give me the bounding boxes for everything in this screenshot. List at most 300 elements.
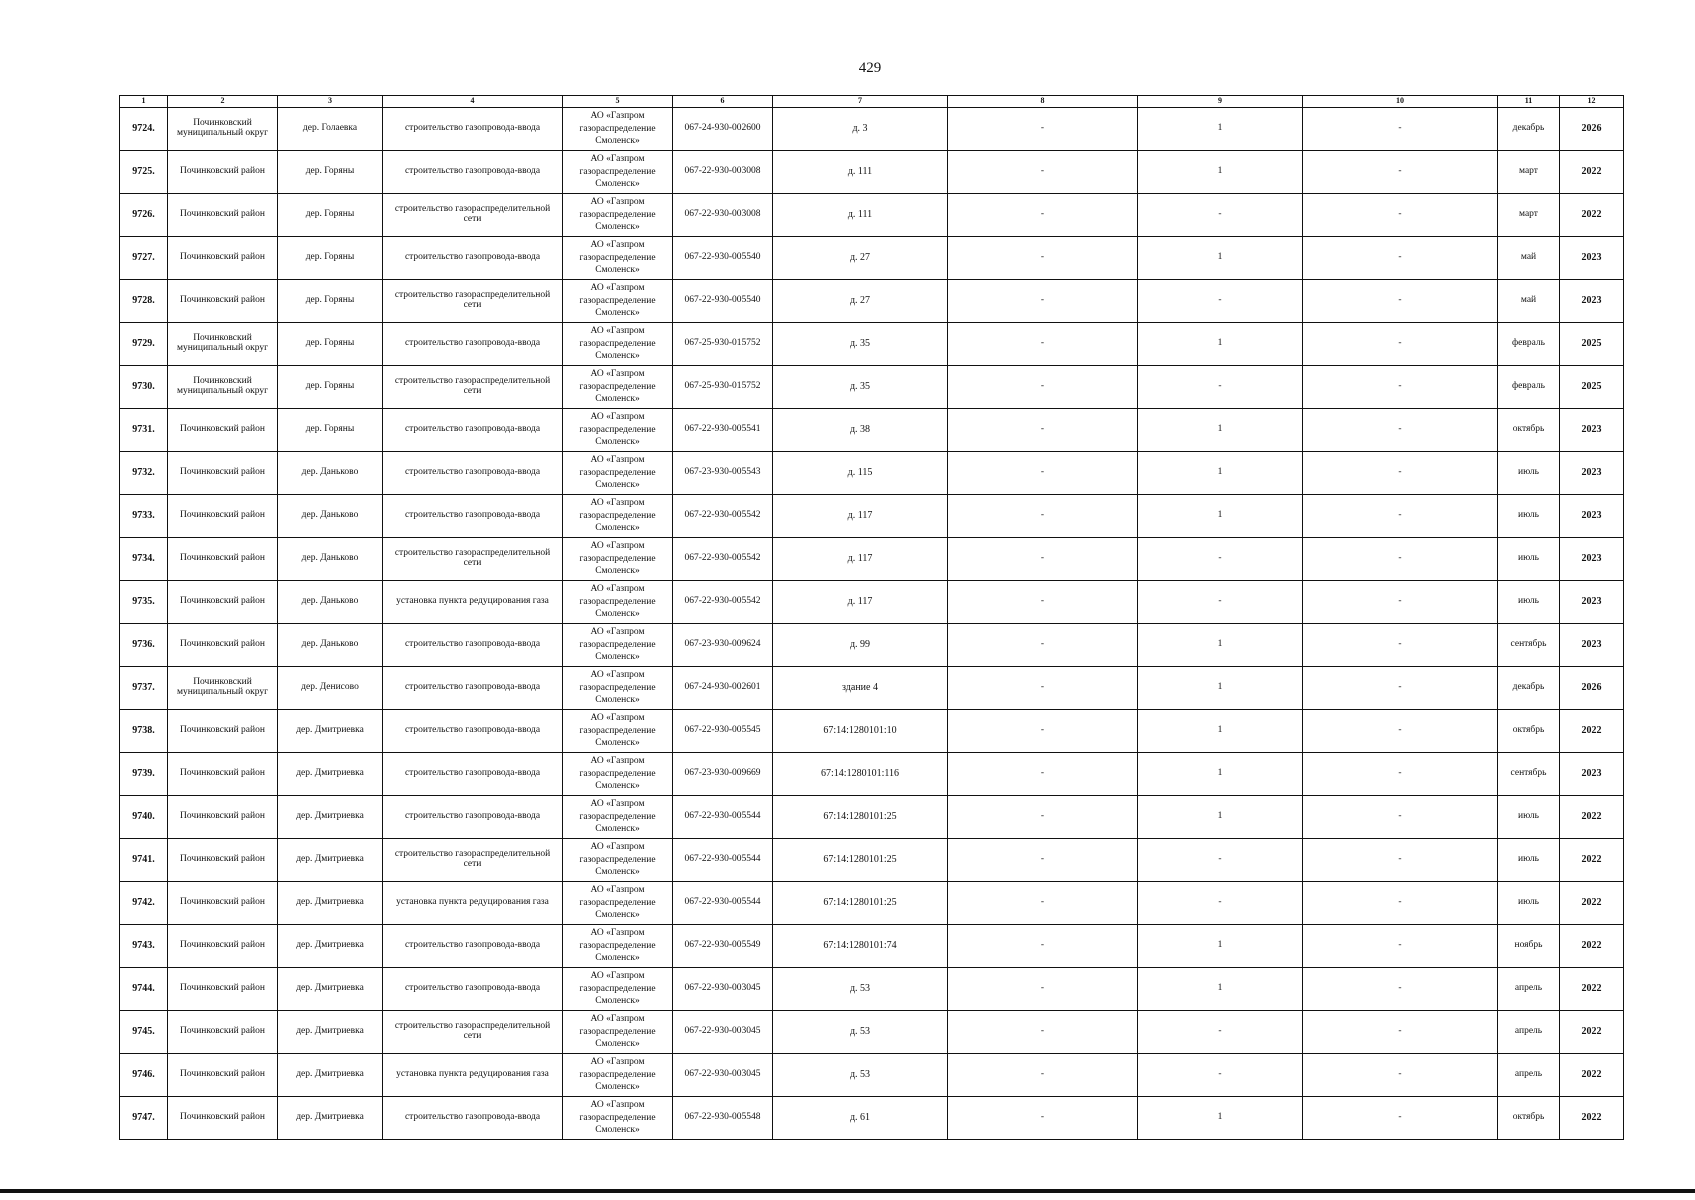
col10-value-cell: - xyxy=(1303,452,1498,495)
address-cell: 67:14:1280101:10 xyxy=(773,710,948,753)
district-cell: Починковский муниципальный округ xyxy=(168,366,278,409)
settlement-cell: дер. Дмитриевка xyxy=(278,925,383,968)
year-cell: 2023 xyxy=(1560,753,1624,796)
district-cell: Починковский район xyxy=(168,839,278,882)
address-cell: д. 61 xyxy=(773,1097,948,1140)
col9-value-cell: 1 xyxy=(1138,151,1303,194)
month-cell: ноябрь xyxy=(1498,925,1560,968)
settlement-cell: дер. Даньково xyxy=(278,538,383,581)
organization-cell: АО «Газпром газораспределение Смоленск» xyxy=(563,108,673,151)
column-header-3: 3 xyxy=(278,96,383,108)
work-type-cell: строительство газораспределительной сети xyxy=(383,280,563,323)
organization-cell: АО «Газпром газораспределение Смоленск» xyxy=(563,237,673,280)
settlement-cell: дер. Дмитриевка xyxy=(278,882,383,925)
work-type-cell: строительство газораспределительной сети xyxy=(383,1011,563,1054)
settlement-cell: дер. Даньково xyxy=(278,495,383,538)
organization-cell: АО «Газпром газораспределение Смоленск» xyxy=(563,280,673,323)
settlement-cell: дер. Горяны xyxy=(278,366,383,409)
col10-value-cell: - xyxy=(1303,409,1498,452)
col9-value-cell: - xyxy=(1138,1054,1303,1097)
application-number-cell: 067-22-930-003045 xyxy=(673,1011,773,1054)
col8-value-cell: - xyxy=(948,280,1138,323)
month-cell: октябрь xyxy=(1498,710,1560,753)
organization-cell: АО «Газпром газораспределение Смоленск» xyxy=(563,538,673,581)
table-row xyxy=(120,968,1624,1011)
col10-value-cell: - xyxy=(1303,1097,1498,1140)
year-cell: 2022 xyxy=(1560,194,1624,237)
column-header-12: 12 xyxy=(1560,96,1624,108)
col10-value-cell: - xyxy=(1303,968,1498,1011)
col9-value-cell: 1 xyxy=(1138,925,1303,968)
organization-cell: АО «Газпром газораспределение Смоленск» xyxy=(563,194,673,237)
application-number-cell: 067-25-930-015752 xyxy=(673,366,773,409)
work-type-cell: установка пункта редуцирования газа xyxy=(383,581,563,624)
settlement-cell: дер. Даньково xyxy=(278,452,383,495)
col8-value-cell: - xyxy=(948,710,1138,753)
table-row xyxy=(120,1054,1624,1097)
district-cell: Починковский район xyxy=(168,710,278,753)
col9-value-cell: 1 xyxy=(1138,968,1303,1011)
district-cell: Починковский район xyxy=(168,495,278,538)
address-cell: д. 27 xyxy=(773,280,948,323)
organization-cell: АО «Газпром газораспределение Смоленск» xyxy=(563,624,673,667)
col9-value-cell: 1 xyxy=(1138,237,1303,280)
year-cell: 2022 xyxy=(1560,796,1624,839)
work-type-cell: строительство газопровода-ввода xyxy=(383,323,563,366)
settlement-cell: дер. Горяны xyxy=(278,151,383,194)
district-cell: Починковский район xyxy=(168,151,278,194)
month-cell: март xyxy=(1498,194,1560,237)
col9-value-cell: - xyxy=(1138,882,1303,925)
row-number-cell: 9743. xyxy=(120,925,168,968)
year-cell: 2025 xyxy=(1560,323,1624,366)
table-row xyxy=(120,151,1624,194)
col8-value-cell: - xyxy=(948,925,1138,968)
organization-cell: АО «Газпром газораспределение Смоленск» xyxy=(563,581,673,624)
year-cell: 2022 xyxy=(1560,710,1624,753)
col10-value-cell: - xyxy=(1303,194,1498,237)
work-type-cell: строительство газопровода-ввода xyxy=(383,925,563,968)
month-cell: апрель xyxy=(1498,1011,1560,1054)
year-cell: 2023 xyxy=(1560,280,1624,323)
address-cell: здание 4 xyxy=(773,667,948,710)
col8-value-cell: - xyxy=(948,108,1138,151)
col10-value-cell: - xyxy=(1303,624,1498,667)
row-number-cell: 9739. xyxy=(120,753,168,796)
table-row xyxy=(120,495,1624,538)
column-header-4: 4 xyxy=(383,96,563,108)
row-number-cell: 9736. xyxy=(120,624,168,667)
col8-value-cell: - xyxy=(948,409,1138,452)
table-row xyxy=(120,753,1624,796)
settlement-cell: дер. Даньково xyxy=(278,581,383,624)
col9-value-cell: 1 xyxy=(1138,667,1303,710)
col10-value-cell: - xyxy=(1303,237,1498,280)
settlement-cell: дер. Дмитриевка xyxy=(278,710,383,753)
col10-value-cell: - xyxy=(1303,710,1498,753)
month-cell: сентябрь xyxy=(1498,753,1560,796)
application-number-cell: 067-22-930-005542 xyxy=(673,495,773,538)
column-header-10: 10 xyxy=(1303,96,1498,108)
application-number-cell: 067-22-930-003045 xyxy=(673,968,773,1011)
application-number-cell: 067-23-930-009669 xyxy=(673,753,773,796)
district-cell: Починковский муниципальный округ xyxy=(168,323,278,366)
column-header-11: 11 xyxy=(1498,96,1560,108)
col9-value-cell: 1 xyxy=(1138,710,1303,753)
district-cell: Починковский муниципальный округ xyxy=(168,108,278,151)
address-cell: 67:14:1280101:25 xyxy=(773,839,948,882)
column-header-1: 1 xyxy=(120,96,168,108)
col10-value-cell: - xyxy=(1303,925,1498,968)
col8-value-cell: - xyxy=(948,323,1138,366)
month-cell: апрель xyxy=(1498,968,1560,1011)
col8-value-cell: - xyxy=(948,796,1138,839)
work-type-cell: строительство газораспределительной сети xyxy=(383,839,563,882)
address-cell: д. 35 xyxy=(773,366,948,409)
application-number-cell: 067-23-930-009624 xyxy=(673,624,773,667)
address-cell: д. 27 xyxy=(773,237,948,280)
district-cell: Починковский район xyxy=(168,538,278,581)
address-cell: д. 115 xyxy=(773,452,948,495)
col10-value-cell: - xyxy=(1303,882,1498,925)
settlement-cell: дер. Дмитриевка xyxy=(278,1011,383,1054)
col10-value-cell: - xyxy=(1303,495,1498,538)
col10-value-cell: - xyxy=(1303,839,1498,882)
year-cell: 2025 xyxy=(1560,366,1624,409)
settlement-cell: дер. Дмитриевка xyxy=(278,1054,383,1097)
work-type-cell: строительство газопровода-ввода xyxy=(383,624,563,667)
work-type-cell: установка пункта редуцирования газа xyxy=(383,882,563,925)
work-type-cell: строительство газораспределительной сети xyxy=(383,194,563,237)
year-cell: 2026 xyxy=(1560,667,1624,710)
table-row xyxy=(120,1097,1624,1140)
work-type-cell: строительство газораспределительной сети xyxy=(383,366,563,409)
month-cell: июль xyxy=(1498,581,1560,624)
table-row xyxy=(120,839,1624,882)
application-number-cell: 067-22-930-005541 xyxy=(673,409,773,452)
month-cell: октябрь xyxy=(1498,409,1560,452)
year-cell: 2023 xyxy=(1560,452,1624,495)
organization-cell: АО «Газпром газораспределение Смоленск» xyxy=(563,1097,673,1140)
year-cell: 2023 xyxy=(1560,581,1624,624)
address-cell: д. 53 xyxy=(773,968,948,1011)
organization-cell: АО «Газпром газораспределение Смоленск» xyxy=(563,882,673,925)
address-cell: д. 38 xyxy=(773,409,948,452)
district-cell: Починковский район xyxy=(168,1097,278,1140)
col8-value-cell: - xyxy=(948,194,1138,237)
col8-value-cell: - xyxy=(948,151,1138,194)
month-cell: июль xyxy=(1498,882,1560,925)
col10-value-cell: - xyxy=(1303,667,1498,710)
col9-value-cell: 1 xyxy=(1138,409,1303,452)
row-number-cell: 9735. xyxy=(120,581,168,624)
settlement-cell: дер. Даньково xyxy=(278,624,383,667)
year-cell: 2022 xyxy=(1560,151,1624,194)
col10-value-cell: - xyxy=(1303,581,1498,624)
organization-cell: АО «Газпром газораспределение Смоленск» xyxy=(563,667,673,710)
district-cell: Починковский район xyxy=(168,1054,278,1097)
month-cell: сентябрь xyxy=(1498,624,1560,667)
row-number-cell: 9744. xyxy=(120,968,168,1011)
table-row xyxy=(120,409,1624,452)
year-cell: 2023 xyxy=(1560,237,1624,280)
col10-value-cell: - xyxy=(1303,366,1498,409)
col8-value-cell: - xyxy=(948,581,1138,624)
column-header-2: 2 xyxy=(168,96,278,108)
work-type-cell: строительство газораспределительной сети xyxy=(383,538,563,581)
work-type-cell: строительство газопровода-ввода xyxy=(383,151,563,194)
col9-value-cell: - xyxy=(1138,366,1303,409)
table-row xyxy=(120,624,1624,667)
district-cell: Починковский район xyxy=(168,452,278,495)
application-number-cell: 067-22-930-005540 xyxy=(673,280,773,323)
row-number-cell: 9733. xyxy=(120,495,168,538)
table-row xyxy=(120,667,1624,710)
col9-value-cell: - xyxy=(1138,581,1303,624)
table-row xyxy=(120,108,1624,151)
district-cell: Починковский муниципальный округ xyxy=(168,667,278,710)
address-cell: д. 3 xyxy=(773,108,948,151)
row-number-cell: 9730. xyxy=(120,366,168,409)
year-cell: 2022 xyxy=(1560,925,1624,968)
address-cell: д. 53 xyxy=(773,1011,948,1054)
col9-value-cell: - xyxy=(1138,839,1303,882)
application-number-cell: 067-24-930-002600 xyxy=(673,108,773,151)
year-cell: 2023 xyxy=(1560,538,1624,581)
col9-value-cell: 1 xyxy=(1138,452,1303,495)
table-header xyxy=(120,96,1624,108)
work-type-cell: строительство газопровода-ввода xyxy=(383,667,563,710)
table-row xyxy=(120,796,1624,839)
col9-value-cell: - xyxy=(1138,538,1303,581)
row-number-cell: 9740. xyxy=(120,796,168,839)
settlement-cell: дер. Дмитриевка xyxy=(278,753,383,796)
work-type-cell: строительство газопровода-ввода xyxy=(383,237,563,280)
col10-value-cell: - xyxy=(1303,280,1498,323)
application-number-cell: 067-22-930-003008 xyxy=(673,194,773,237)
organization-cell: АО «Газпром газораспределение Смоленск» xyxy=(563,753,673,796)
organization-cell: АО «Газпром газораспределение Смоленск» xyxy=(563,323,673,366)
year-cell: 2023 xyxy=(1560,624,1624,667)
address-cell: д. 117 xyxy=(773,495,948,538)
district-cell: Починковский район xyxy=(168,882,278,925)
application-number-cell: 067-22-930-003008 xyxy=(673,151,773,194)
application-number-cell: 067-22-930-005544 xyxy=(673,796,773,839)
month-cell: февраль xyxy=(1498,323,1560,366)
table-row xyxy=(120,452,1624,495)
column-header-6: 6 xyxy=(673,96,773,108)
col9-value-cell: 1 xyxy=(1138,753,1303,796)
work-type-cell: строительство газопровода-ввода xyxy=(383,409,563,452)
address-cell: д. 111 xyxy=(773,151,948,194)
month-cell: июль xyxy=(1498,452,1560,495)
col8-value-cell: - xyxy=(948,968,1138,1011)
work-type-cell: строительство газопровода-ввода xyxy=(383,710,563,753)
month-cell: апрель xyxy=(1498,1054,1560,1097)
col9-value-cell: 1 xyxy=(1138,108,1303,151)
year-cell: 2022 xyxy=(1560,968,1624,1011)
row-number-cell: 9728. xyxy=(120,280,168,323)
application-number-cell: 067-22-930-005548 xyxy=(673,1097,773,1140)
table-row xyxy=(120,323,1624,366)
row-number-cell: 9726. xyxy=(120,194,168,237)
work-type-cell: установка пункта редуцирования газа xyxy=(383,1054,563,1097)
organization-cell: АО «Газпром газораспределение Смоленск» xyxy=(563,710,673,753)
application-number-cell: 067-23-930-005543 xyxy=(673,452,773,495)
col10-value-cell: - xyxy=(1303,1054,1498,1097)
table-row xyxy=(120,538,1624,581)
application-number-cell: 067-22-930-003045 xyxy=(673,1054,773,1097)
year-cell: 2022 xyxy=(1560,1097,1624,1140)
row-number-cell: 9725. xyxy=(120,151,168,194)
address-cell: д. 35 xyxy=(773,323,948,366)
work-type-cell: строительство газопровода-ввода xyxy=(383,796,563,839)
column-header-7: 7 xyxy=(773,96,948,108)
col8-value-cell: - xyxy=(948,1097,1138,1140)
organization-cell: АО «Газпром газораспределение Смоленск» xyxy=(563,495,673,538)
address-cell: д. 117 xyxy=(773,538,948,581)
organization-cell: АО «Газпром газораспределение Смоленск» xyxy=(563,925,673,968)
row-number-cell: 9732. xyxy=(120,452,168,495)
settlement-cell: дер. Голаевка xyxy=(278,108,383,151)
month-cell: июль xyxy=(1498,796,1560,839)
col9-value-cell: - xyxy=(1138,280,1303,323)
settlement-cell: дер. Горяны xyxy=(278,194,383,237)
district-cell: Починковский район xyxy=(168,796,278,839)
year-cell: 2022 xyxy=(1560,839,1624,882)
month-cell: октябрь xyxy=(1498,1097,1560,1140)
settlement-cell: дер. Денисово xyxy=(278,667,383,710)
settlement-cell: дер. Горяны xyxy=(278,237,383,280)
organization-cell: АО «Газпром газораспределение Смоленск» xyxy=(563,839,673,882)
application-number-cell: 067-22-930-005545 xyxy=(673,710,773,753)
address-cell: 67:14:1280101:25 xyxy=(773,796,948,839)
address-cell: д. 53 xyxy=(773,1054,948,1097)
col8-value-cell: - xyxy=(948,1054,1138,1097)
header-row xyxy=(120,96,1624,108)
col10-value-cell: - xyxy=(1303,108,1498,151)
application-number-cell: 067-22-930-005544 xyxy=(673,882,773,925)
district-cell: Починковский район xyxy=(168,237,278,280)
work-type-cell: строительство газопровода-ввода xyxy=(383,753,563,796)
column-header-9: 9 xyxy=(1138,96,1303,108)
col10-value-cell: - xyxy=(1303,323,1498,366)
table-row xyxy=(120,581,1624,624)
col8-value-cell: - xyxy=(948,366,1138,409)
year-cell: 2022 xyxy=(1560,1054,1624,1097)
col9-value-cell: 1 xyxy=(1138,495,1303,538)
application-number-cell: 067-22-930-005542 xyxy=(673,581,773,624)
work-type-cell: строительство газопровода-ввода xyxy=(383,495,563,538)
organization-cell: АО «Газпром газораспределение Смоленск» xyxy=(563,968,673,1011)
col8-value-cell: - xyxy=(948,538,1138,581)
settlement-cell: дер. Дмитриевка xyxy=(278,968,383,1011)
table-row xyxy=(120,882,1624,925)
year-cell: 2022 xyxy=(1560,1011,1624,1054)
organization-cell: АО «Газпром газораспределение Смоленск» xyxy=(563,366,673,409)
settlement-cell: дер. Горяны xyxy=(278,323,383,366)
table-row xyxy=(120,710,1624,753)
col9-value-cell: - xyxy=(1138,194,1303,237)
organization-cell: АО «Газпром газораспределение Смоленск» xyxy=(563,452,673,495)
table-row xyxy=(120,925,1624,968)
col8-value-cell: - xyxy=(948,237,1138,280)
col10-value-cell: - xyxy=(1303,1011,1498,1054)
settlement-cell: дер. Дмитриевка xyxy=(278,1097,383,1140)
district-cell: Починковский район xyxy=(168,194,278,237)
address-cell: 67:14:1280101:116 xyxy=(773,753,948,796)
col9-value-cell: 1 xyxy=(1138,796,1303,839)
column-header-8: 8 xyxy=(948,96,1138,108)
organization-cell: АО «Газпром газораспределение Смоленск» xyxy=(563,796,673,839)
table-row xyxy=(120,194,1624,237)
application-number-cell: 067-22-930-005542 xyxy=(673,538,773,581)
settlement-cell: дер. Дмитриевка xyxy=(278,839,383,882)
col9-value-cell: 1 xyxy=(1138,624,1303,667)
settlement-cell: дер. Горяны xyxy=(278,280,383,323)
col8-value-cell: - xyxy=(948,452,1138,495)
col8-value-cell: - xyxy=(948,882,1138,925)
work-type-cell: строительство газопровода-ввода xyxy=(383,968,563,1011)
month-cell: май xyxy=(1498,237,1560,280)
year-cell: 2026 xyxy=(1560,108,1624,151)
month-cell: июль xyxy=(1498,538,1560,581)
month-cell: июль xyxy=(1498,495,1560,538)
row-number-cell: 9746. xyxy=(120,1054,168,1097)
row-number-cell: 9737. xyxy=(120,667,168,710)
row-number-cell: 9731. xyxy=(120,409,168,452)
month-cell: декабрь xyxy=(1498,108,1560,151)
district-cell: Починковский район xyxy=(168,409,278,452)
col9-value-cell: - xyxy=(1138,1011,1303,1054)
table-row xyxy=(120,366,1624,409)
row-number-cell: 9727. xyxy=(120,237,168,280)
work-type-cell: строительство газопровода-ввода xyxy=(383,1097,563,1140)
table-row xyxy=(120,280,1624,323)
address-cell: д. 111 xyxy=(773,194,948,237)
month-cell: март xyxy=(1498,151,1560,194)
col8-value-cell: - xyxy=(948,839,1138,882)
col10-value-cell: - xyxy=(1303,151,1498,194)
col8-value-cell: - xyxy=(948,667,1138,710)
address-cell: д. 117 xyxy=(773,581,948,624)
col10-value-cell: - xyxy=(1303,538,1498,581)
year-cell: 2023 xyxy=(1560,409,1624,452)
organization-cell: АО «Газпром газораспределение Смоленск» xyxy=(563,151,673,194)
district-cell: Починковский район xyxy=(168,968,278,1011)
month-cell: февраль xyxy=(1498,366,1560,409)
month-cell: июль xyxy=(1498,839,1560,882)
col8-value-cell: - xyxy=(948,1011,1138,1054)
year-cell: 2022 xyxy=(1560,882,1624,925)
col9-value-cell: 1 xyxy=(1138,323,1303,366)
application-number-cell: 067-25-930-015752 xyxy=(673,323,773,366)
row-number-cell: 9747. xyxy=(120,1097,168,1140)
page-number: 429 xyxy=(858,60,882,76)
col8-value-cell: - xyxy=(948,624,1138,667)
address-cell: 67:14:1280101:25 xyxy=(773,882,948,925)
row-number-cell: 9734. xyxy=(120,538,168,581)
page-bottom-rule xyxy=(0,1189,1695,1193)
row-number-cell: 9738. xyxy=(120,710,168,753)
district-cell: Починковский район xyxy=(168,280,278,323)
row-number-cell: 9724. xyxy=(120,108,168,151)
gasification-table-container xyxy=(119,95,1624,1140)
district-cell: Починковский район xyxy=(168,624,278,667)
column-header-5: 5 xyxy=(563,96,673,108)
col8-value-cell: - xyxy=(948,753,1138,796)
work-type-cell: строительство газопровода-ввода xyxy=(383,452,563,495)
